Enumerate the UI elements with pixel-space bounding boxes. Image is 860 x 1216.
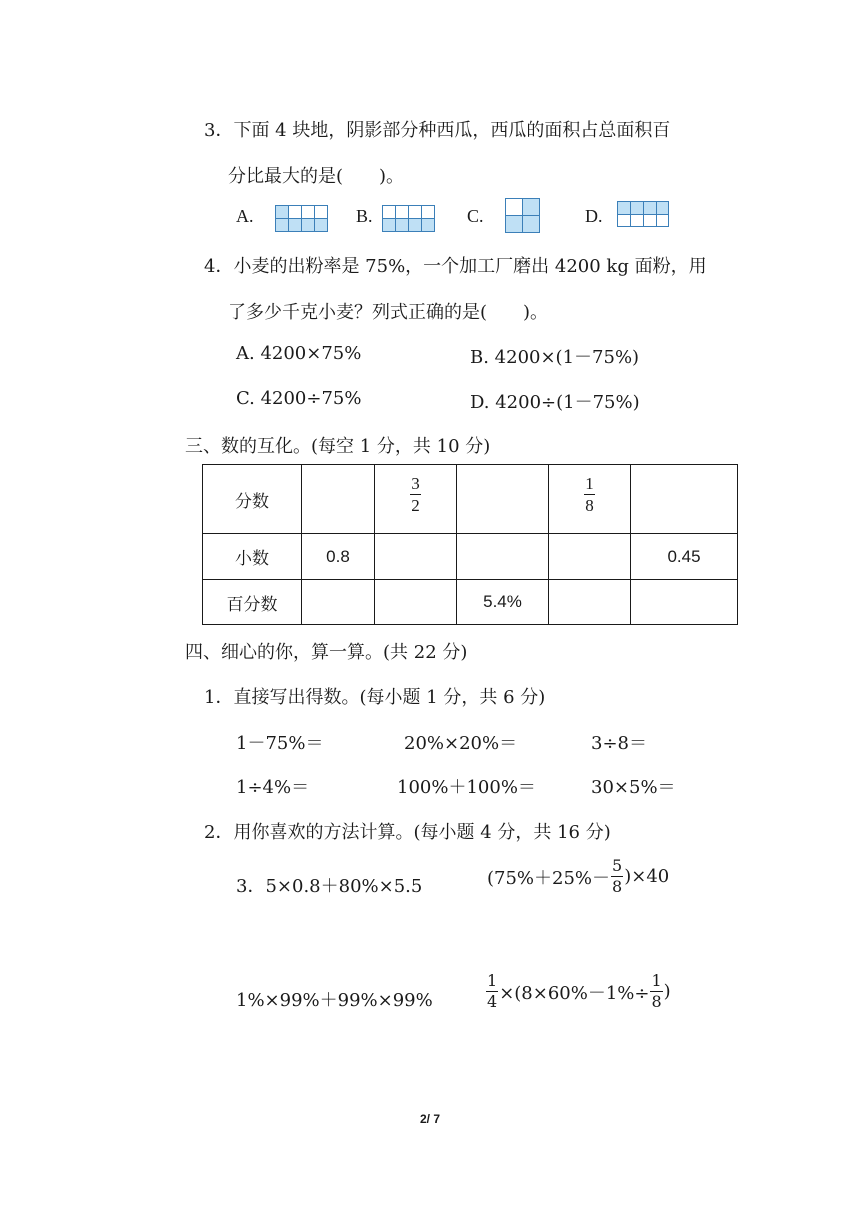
calc-item-2: (75%＋25%－ $\frac{5}{8}$ )×40 [487,856,670,896]
q4-option-a: A. 4200×75% [236,343,362,364]
table-row-decimal [203,534,738,580]
table-cell [302,580,375,625]
table-cell [375,534,457,580]
table-cell [631,580,738,625]
table-cell [631,465,738,534]
q3-line2: 分比最大的是( )。 [228,166,405,187]
section4-part1-title: 1．直接写出得数。(每小题 1 分，共 6 分) [204,687,546,708]
mental-math-item: 1÷4%＝ [236,777,310,798]
table-row-percent [203,580,738,625]
mental-math-item: 20%×20%＝ [404,733,518,754]
table-cell [457,534,549,580]
q3-option-b-label: B. [356,206,373,226]
fraction-1-8: $\frac{1}{8}$ [585,474,594,515]
q3-option-c-label: C. [467,206,484,226]
q3-option-a-grid-icon [275,205,330,233]
fraction-1-8-expr: $\frac{1}{8}$ [651,971,662,1011]
table-cell [375,465,457,534]
table-cell: 0.8 [302,534,375,580]
table-cell [549,534,631,580]
table-cell [457,465,549,534]
section4-part2-title: 2．用你喜欢的方法计算。(每小题 4 分，共 16 分) [204,822,611,843]
table-cell [549,465,631,534]
table-cell [302,465,375,534]
q3-option-d-label: D. [585,206,603,226]
table-cell [375,580,457,625]
q3-option-b-grid-icon [382,205,437,233]
q3-option-c-grid-icon [505,198,541,234]
mental-math-item: 1－75%＝ [236,733,324,754]
calc-item-1: 3．5×0.8＋80%×5.5 [236,876,423,897]
conversion-table [202,464,738,625]
row-label-decimal: 小数 [203,534,302,580]
row-label-percent: 百分数 [203,580,302,625]
table-cell: 5.4% [457,580,549,625]
mental-math-item: 30×5%＝ [591,777,676,798]
fraction-1-4: $\frac{1}{4}$ [487,971,498,1011]
q4-option-d: D. 4200÷(1－75%) [470,392,640,413]
table-cell [549,580,631,625]
q3-line1: 3．下面 4 块地，阴影部分种西瓜，西瓜的面积占总面积百 [204,120,671,141]
section3-title: 三、数的互化。(每空 1 分，共 10 分) [185,436,491,457]
mental-math-item: 3÷8＝ [591,733,647,754]
fraction-3-2: $\frac{3}{2}$ [411,474,420,515]
fraction-5-8: $\frac{5}{8}$ [612,856,623,896]
mental-math-item: 100%＋100%＝ [397,777,536,798]
table-cell: 0.45 [631,534,738,580]
q4-line1: 4．小麦的出粉率是 75%，一个加工厂磨出 4200 kg 面粉，用 [204,256,707,277]
table-row-fraction [203,465,738,534]
q4-line2: 了多少千克小麦？列式正确的是( )。 [228,302,549,323]
q3-option-a-label: A. [236,206,254,226]
calc-item-3: 1%×99%＋99%×99% [236,990,433,1011]
q4-option-b: B. 4200×(1－75%) [470,347,640,368]
section4-title: 四、细心的你，算一算。(共 22 分) [185,642,468,663]
row-label-fraction: 分数 [203,465,302,534]
page-number: 2/ 7 [419,1112,440,1126]
q4-option-c: C. 4200÷75% [236,388,362,409]
q3-option-d-grid-icon [617,201,670,228]
calc-item-4: $\frac{1}{4}$ ×(8×60%－1%÷ $\frac{1}{8}$ ) [487,971,671,1011]
